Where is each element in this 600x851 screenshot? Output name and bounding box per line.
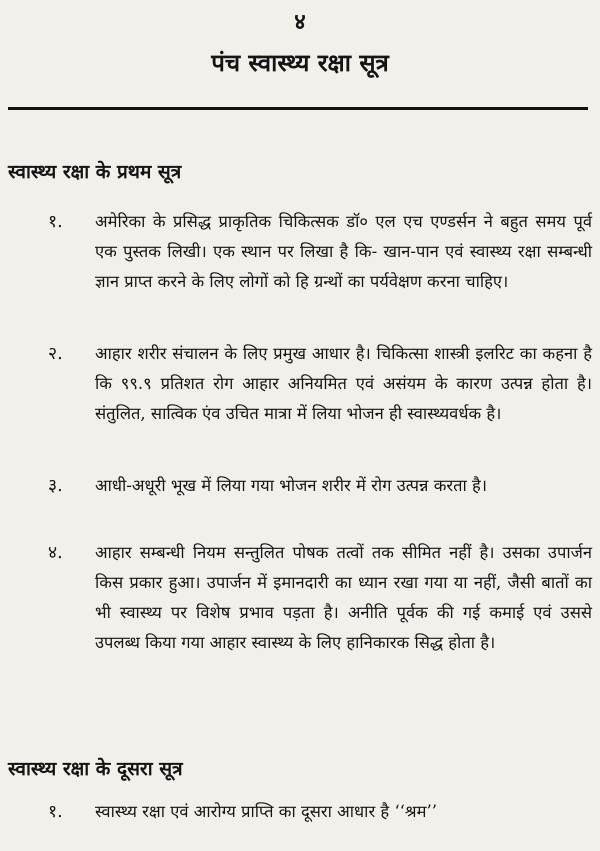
list-item-text: आहार सम्बन्धी नियम सन्तुलित पोषक तत्वों तक सीमित नहीं है। उसका उपार्जन किस प्रकार हुआ। उपार्जन में इमानदारी का ध्यान रखा गया या नहीं, जैसी बातों का भी स्वास्थ्य पर विशेष प्रभाव पड़ता है। अनीति पूर्वक की गई कमाई एवं उससे उपलब्ध किया गया आहार स्वास्थ्य के लिए हानिकारक सिद्ध होता है। bbox=[95, 543, 592, 652]
chapter-title: पंच स्वास्थ्य रक्षा सूत्र bbox=[211, 48, 389, 77]
chapter-number: ४ bbox=[294, 9, 306, 35]
list-item-number: २. bbox=[48, 344, 63, 364]
list-item-number: १. bbox=[48, 212, 63, 232]
list-item-number: ४. bbox=[48, 543, 63, 563]
list-item-number: १. bbox=[48, 802, 63, 822]
list-item-text: स्वास्थ्य रक्षा एवं आरोग्य प्राप्ति का दूसरा आधार है ‘‘श्रम’’ bbox=[95, 802, 437, 821]
list-item-number: ३. bbox=[48, 476, 63, 496]
list-item-text: आहार शरीर संचालन के लिए प्रमुख आधार है। चिकित्सा शास्त्री इलरिट का कहना है कि ९९.९ प्रतिशत रोग आहार अनियमित एवं असंयम के कारण उत्पन्न होता है। संतुलित, सात्विक एंव उचित मात्रा में लिया भोजन ही स्वास्थ्यवर्धक है। bbox=[95, 344, 592, 423]
list-item-text: अमेरिका के प्रसिद्ध प्राकृतिक चिकित्सक डॉ० एल एच एण्डर्सन ने बहुत समय पूर्व एक पुस्तक लिखी। एक स्थान पर लिखा है कि- खान-पान एवं स्वास्थ्य रक्षा सम्बन्धी ज्ञान प्राप्त करने के लिए लोगों को हि ग्रन्थों का पर्यवेक्षण करना चाहिए। bbox=[95, 212, 592, 291]
title-divider bbox=[8, 107, 588, 110]
section-heading-second: स्वास्थ्य रक्षा के दूसरा सूत्र bbox=[8, 758, 183, 780]
section-heading-first: स्वास्थ्य रक्षा के प्रथम सूत्र bbox=[8, 161, 182, 183]
list-item-text: आधी-अधूरी भूख में लिया गया भोजन शरीर में रोग उत्पन्न करता है। bbox=[95, 476, 488, 495]
